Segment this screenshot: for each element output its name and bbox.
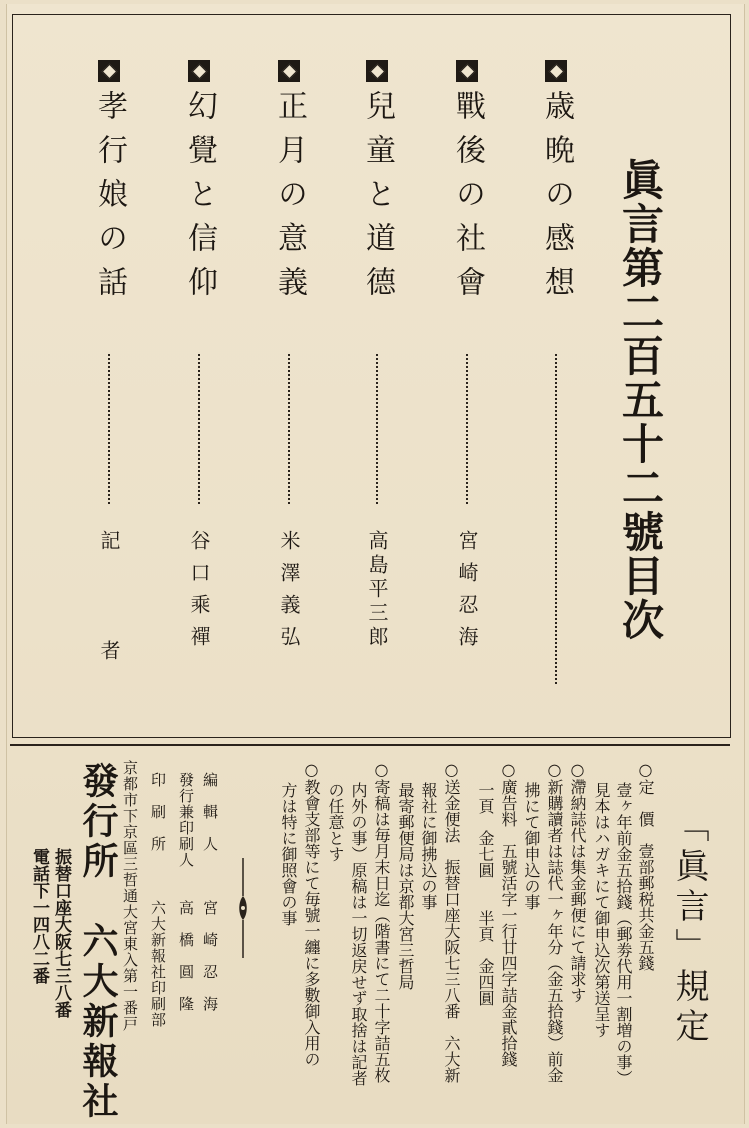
toc-entry <box>176 60 222 700</box>
regulation-line: ○定 價 壹部郵税共金五錢 <box>636 760 655 971</box>
phone-number: 電話下一四八二番 <box>29 848 49 984</box>
toc-entry <box>266 60 312 700</box>
toc-title: 眞言第二百五十二號目次 <box>616 158 665 642</box>
regulation-line: ○滯納誌代は集金郵便にて請求す <box>568 760 587 1003</box>
diamond-in-square-icon <box>98 60 120 82</box>
regulations-title: 「眞言」規定 <box>669 808 709 1048</box>
toc-entry <box>533 60 579 700</box>
toc-entry-title: 正月の意義 <box>272 90 307 310</box>
publisher-address: 京都市下京區三哲通大宮東入第一番戸 <box>121 760 139 1032</box>
toc-entry-author: 宮崎忍海 <box>455 530 479 658</box>
regulation-line: 方は特に御照會の事 <box>279 782 298 926</box>
diamond-in-square-icon <box>188 60 210 82</box>
regulation-line: ○廣告料 五號活字一行廿四字詰金貳拾錢 <box>499 760 518 1067</box>
toc-entry-title: 兒童と道德 <box>360 90 395 310</box>
diamond-in-square-icon <box>456 60 478 82</box>
toc-entry-title: 幻覺と信仰 <box>182 90 217 310</box>
leader-dots <box>288 354 290 504</box>
leader-dots <box>466 354 468 504</box>
regulation-line: 拂にて御申込の事 <box>522 782 541 910</box>
toc-entry-title: 孝行娘の話 <box>92 90 127 310</box>
leader-dots <box>198 354 200 504</box>
regulation-line: ○教會支部等にて毎號一纏に多數御入用の <box>302 760 321 1067</box>
regulation-line: 見本はハガキにて御申込次第送呈す <box>592 782 611 1038</box>
vertical-flourish-icon <box>236 858 250 958</box>
publisher-office: 發行所 六大新報社 <box>77 762 119 1122</box>
section-divider <box>10 744 730 746</box>
toc-entry-author: 米澤義弘 <box>277 530 301 658</box>
toc-entry <box>86 60 132 750</box>
editor-line: 編 輯 人 宮 崎 忍 海 <box>201 772 219 1012</box>
leader-dots <box>376 354 378 504</box>
regulation-line: 壹ヶ年前金五拾錢（郵劵代用一割増の事） <box>614 782 633 1086</box>
leader-dots <box>108 354 110 504</box>
diamond-in-square-icon <box>545 60 567 82</box>
regulation-line: ○送金便法 振替口座大阪七三八番 六大新 <box>442 760 461 1083</box>
diamond-in-square-icon <box>278 60 300 82</box>
regulation-line: 内外の事）原稿は一切返戻せず取捨は記者 <box>349 782 368 1086</box>
toc-entry-author: 谷口乘禪 <box>187 530 211 658</box>
toc-entry-title: 戰後の社會 <box>450 90 485 310</box>
regulation-line: ○新購讀者は誌代一ヶ年分（金五拾錢）前金 <box>545 760 564 1083</box>
toc-entry-author: 高島平三郎 <box>365 530 389 650</box>
regulation-line: 一頁 金七圓 半頁 金四圓 <box>476 782 495 1006</box>
print-shop-line: 印 刷 所 六大新報社印刷部 <box>149 772 167 1028</box>
regulation-line: 最寄郵便局は京都大宮三哲局 <box>396 782 415 990</box>
toc-entry <box>354 60 400 700</box>
regulation-line: の任意とす <box>326 782 345 862</box>
printer-publisher-line: 發行兼印刷人 高 橋 圓 隆 <box>177 772 195 1012</box>
regulation-line: ○寄稿は毎月末日迄（階書にて二十字詰五枚 <box>372 760 391 1083</box>
transfer-account: 振替口座大阪七三八番 <box>51 848 71 1018</box>
leader-dots <box>555 354 557 684</box>
regulation-line: 報社に御拂込の事 <box>419 782 438 910</box>
toc-entry-title: 歳晩の感想 <box>539 90 574 310</box>
toc-entry <box>444 60 490 700</box>
toc-entry-author: 記者 <box>97 530 121 750</box>
diamond-in-square-icon <box>366 60 388 82</box>
